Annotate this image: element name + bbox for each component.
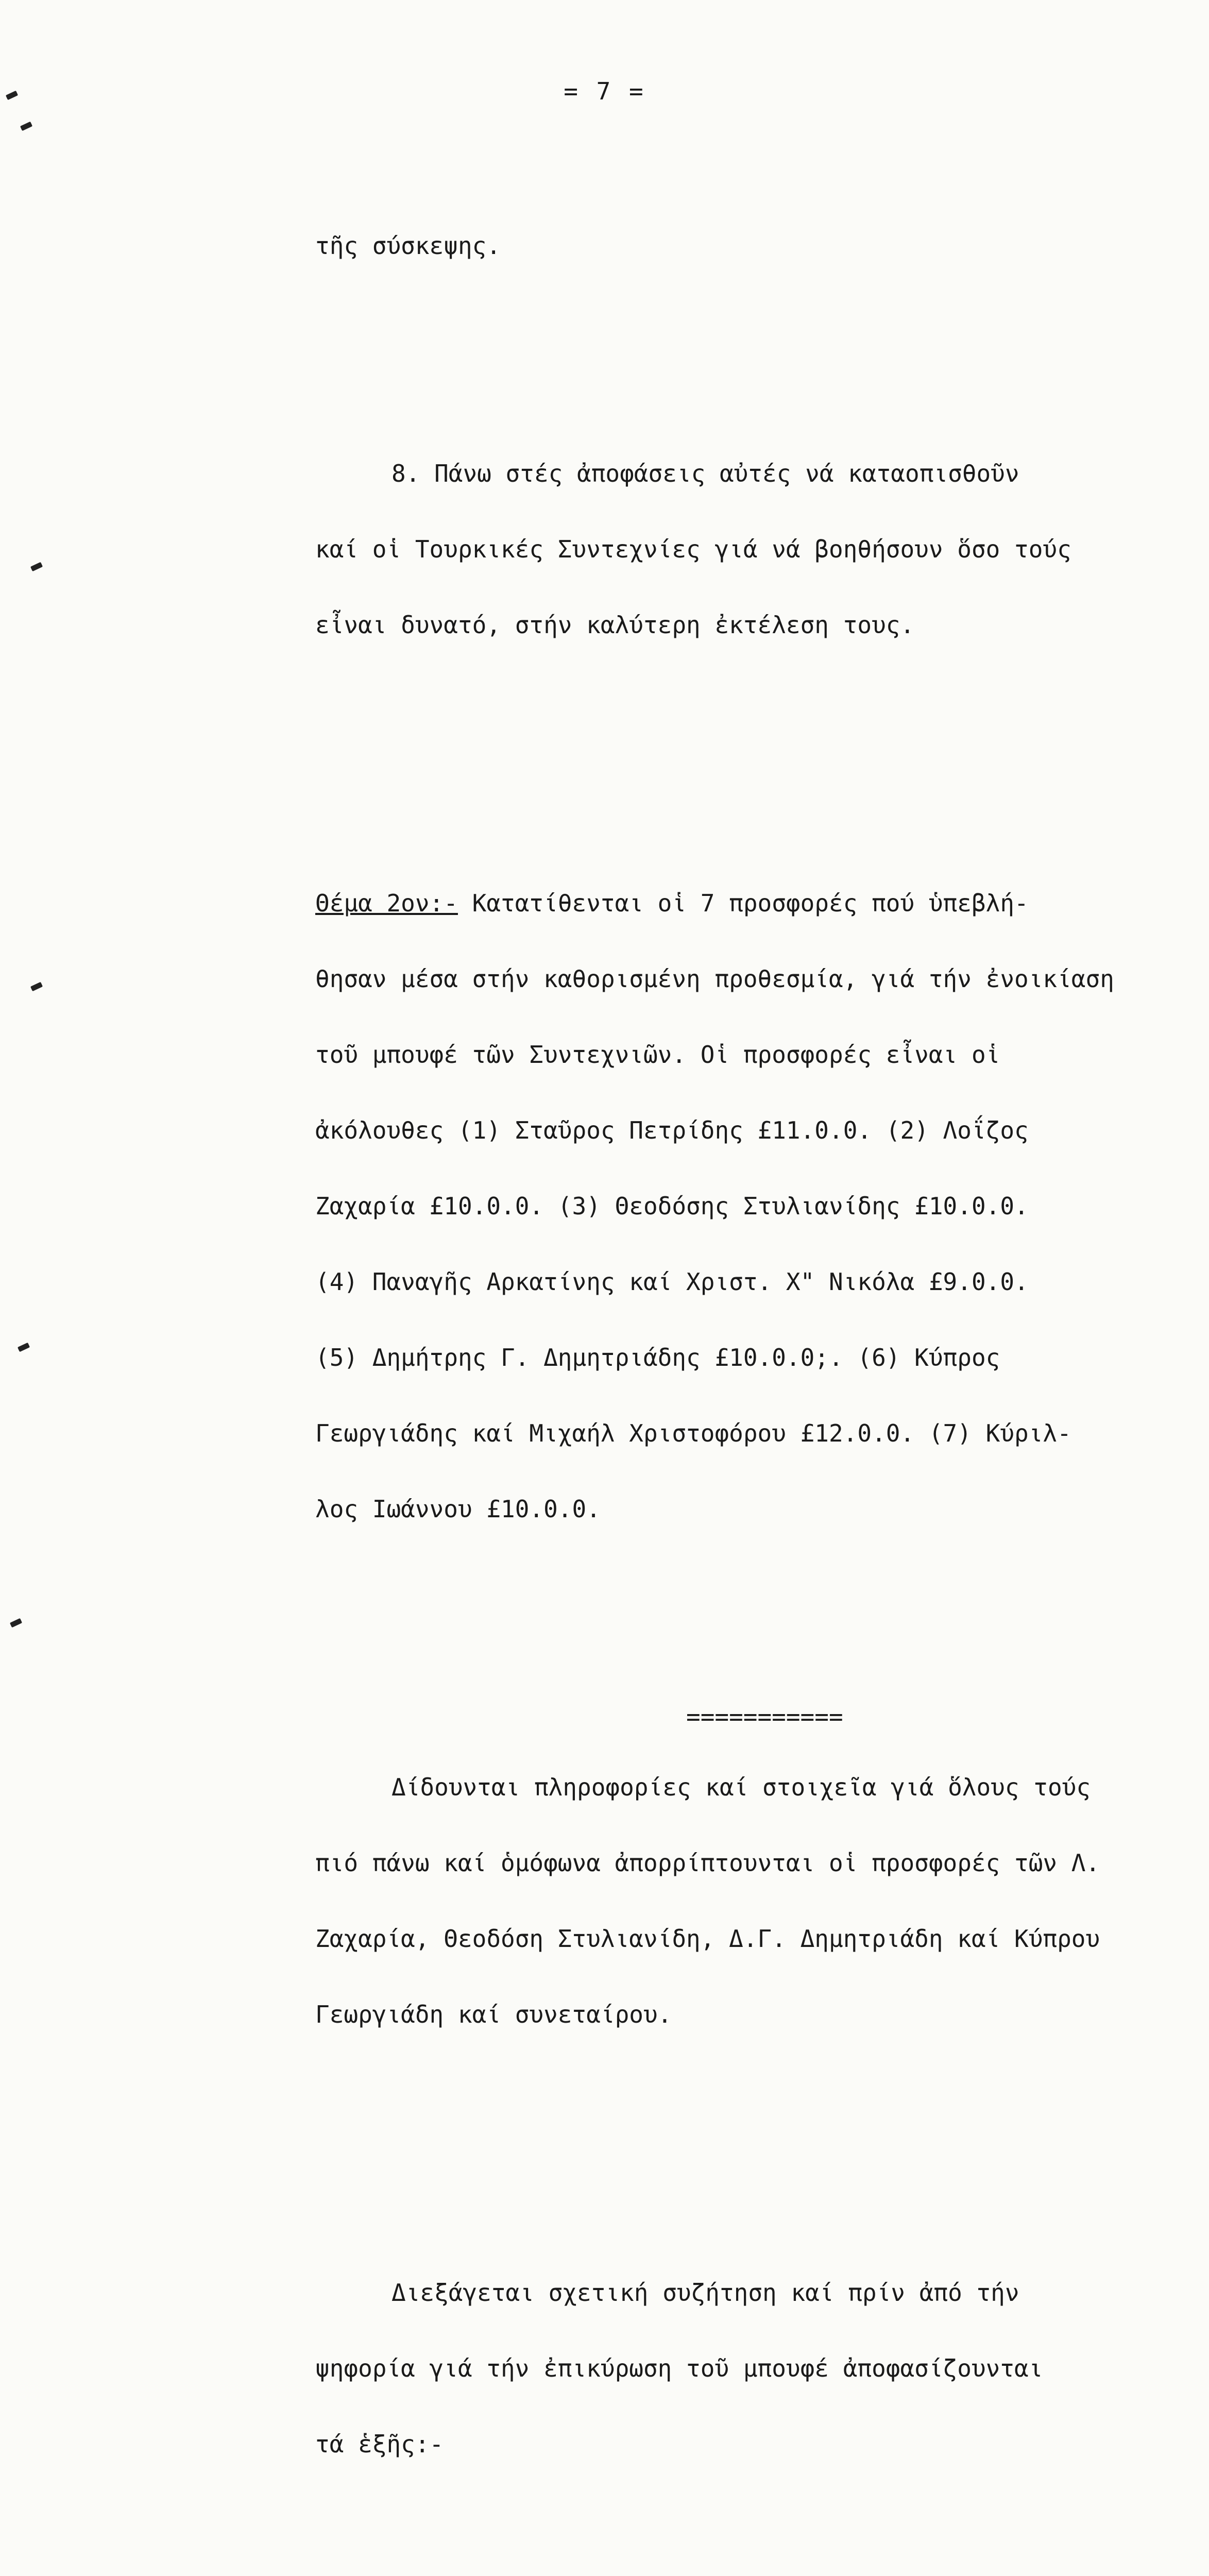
- paragraph-line: Κατατίθενται οἱ 7 προσφορές πού ὑπεβλή-: [457, 889, 1029, 917]
- paragraph-line: καί οἱ Τουρκικές Συντεχνίες γιά νά βοηθήσουν ὅσο τούς: [315, 535, 1071, 563]
- paragraph-line: πιό πάνω καί ὁμόφωνα ἀπορρίπτουνται οἱ προσφορές τῶν Λ.: [315, 1849, 1100, 1877]
- paragraph-line: τά ἑξῆς:-: [315, 2430, 444, 2458]
- paragraph-line: (4) Παναγῆς Αρκατίνης καί Χριστ. Χ" Νικόλα £9.0.0.: [315, 1268, 1029, 1296]
- paragraph-line: 8. Πάνω στές ἀποφάσεις αὐτές νά καταοπισθοῦν: [391, 460, 1019, 487]
- paragraph-line: εἶναι δυνατό, στήν καλύτερη ἐκτέλεση τους.: [315, 611, 915, 639]
- theme-2-heading: Θέμα 2ον:-: [315, 889, 458, 917]
- paragraph-line: Γεωργιάδης καί Μιχαήλ Χριστοφόρου £12.0.0. (7) Κύριλ-: [315, 1419, 1071, 1447]
- paragraph-line: ψηφορία γιά τήν ἐπικύρωση τοῦ μπουφέ ἀποφασίζουνται: [315, 2354, 1043, 2382]
- theme-2-section: [315, 840, 1209, 1572]
- page-number: = 7 =: [564, 77, 645, 105]
- end-separator: ===========: [686, 1703, 843, 1731]
- paragraph-8: [315, 411, 1209, 688]
- paragraph-line: θησαν μέσα στήν καθορισμένη προθεσμία, γιά τήν ἐνοικίαση: [315, 965, 1114, 993]
- paragraph-line: ἀκόλουθες (1) Σταῦρος Πετρίδης £11.0.0. (2) Λοΐζος: [315, 1116, 1029, 1144]
- paragraph-line: (5) Δημήτρης Γ. Δημητριάδης £10.0.0;. (6) Κύπρος: [315, 1344, 1000, 1371]
- intro-line: τῆς σύσκεψης.: [315, 232, 501, 260]
- binder-mark: [18, 1343, 30, 1352]
- binder-mark: [20, 122, 32, 131]
- paragraph-line: Ζαχαρία £10.0.0. (3) Θεοδόσης Στυλιανίδης £10.0.0.: [315, 1192, 1029, 1220]
- paragraph-line: Δίδουνται πληροφορίες καί στοιχεῖα γιά ὅλους τούς: [391, 1773, 1091, 1801]
- paragraph-line: τοῦ μπουφέ τῶν Συντεχνιῶν. Οἱ προσφορές εἶναι οἱ: [315, 1041, 1000, 1069]
- paragraph-line: Γεωργιάδη καί συνεταίρου.: [315, 2001, 672, 2028]
- paragraph-line: Διεξάγεται σχετική συζήτηση καί πρίν ἀπό τήν: [391, 2279, 1019, 2307]
- paragraph-line: Ζαχαρία, Θεοδόση Στυλιανίδη, Δ.Γ. Δημητριάδη καί Κύπρου: [315, 1925, 1100, 1953]
- paragraph-discussion: [315, 2230, 1209, 2507]
- document-body: [315, 183, 1209, 2576]
- paragraph-info: [315, 1724, 1209, 2078]
- binder-mark: [30, 982, 43, 991]
- binder-mark: [30, 562, 43, 571]
- binder-mark: [10, 1618, 22, 1628]
- paragraph-line: λος Ιωάννου £10.0.0.: [315, 1495, 601, 1523]
